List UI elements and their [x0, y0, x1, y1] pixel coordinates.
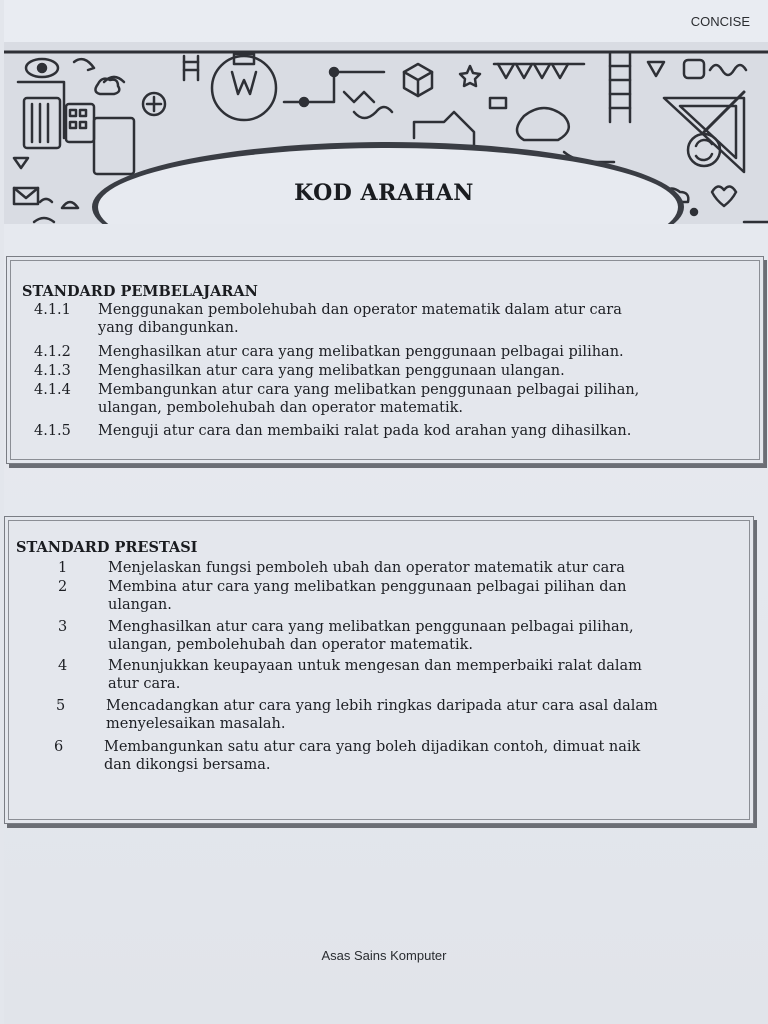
item-line: Membangunkan atur cara yang melibatkan penggunaan pelbagai pilihan, [98, 382, 640, 398]
item-text [104, 738, 640, 774]
item-line: Mencadangkan atur cara yang lebih ringkas daripada atur cara asal dalam [106, 698, 658, 714]
page-title: KOD ARAHAN [294, 180, 474, 206]
item-number: 4 [58, 658, 68, 674]
item-number: 3 [58, 619, 68, 635]
item-text [108, 657, 642, 693]
item-text [98, 381, 639, 417]
item-line: atur cara. [108, 676, 181, 692]
standard-pembelajaran-heading: STANDARD PEMBELAJARAN [22, 283, 258, 300]
item-number: 4.1.1 [34, 302, 71, 318]
item-line: ulangan. [108, 597, 172, 613]
item-number: 4.1.5 [34, 423, 71, 439]
item-text [108, 578, 626, 614]
item-line: Menunjukkan keupayaan untuk mengesan dan memperbaiki ralat dalam [108, 658, 642, 674]
item-line: Membina atur cara yang melibatkan penggunaan pelbagai pilihan dan [108, 579, 627, 595]
item-text [108, 618, 634, 654]
item-line: Membangunkan satu atur cara yang boleh dijadikan contoh, dimuat naik [104, 739, 641, 755]
lightbulb-icon [212, 56, 276, 120]
item-text: Menghasilkan atur cara yang melibatkan penggunaan pelbagai pilihan. [98, 344, 624, 360]
item-number: 5 [56, 698, 66, 714]
item-number: 4.1.4 [34, 382, 71, 398]
item-line: ulangan, pembolehubah dan operator matematik. [108, 637, 474, 653]
item-line: Menggunakan pembolehubah dan operator matematik dalam atur cara [98, 302, 622, 318]
footer-text: Asas Sains Komputer [321, 948, 447, 963]
item-line: yang dibangunkan. [98, 320, 239, 336]
item-text: Menghasilkan atur cara yang melibatkan penggunaan ulangan. [98, 363, 565, 379]
item-number: 6 [54, 739, 64, 755]
item-line: menyelesaikan masalah. [106, 716, 286, 732]
standard-prestasi-heading: STANDARD PRESTASI [16, 539, 198, 556]
item-text: Menguji atur cara dan membaiki ralat pada kod arahan yang dihasilkan. [98, 423, 632, 439]
item-number: 2 [58, 579, 68, 595]
item-text [106, 697, 658, 733]
item-line: ulangan, pembolehubah dan operator matematik. [98, 400, 464, 416]
item-line: Menghasilkan atur cara yang melibatkan penggunaan pelbagai pilihan, [108, 619, 634, 635]
item-text [98, 301, 622, 337]
item-line: dan dikongsi bersama. [104, 757, 271, 773]
star-icon [460, 66, 480, 86]
item-number: 4.1.2 [34, 344, 71, 360]
item-number: 1 [58, 560, 68, 576]
item-number: 4.1.3 [34, 363, 71, 379]
corner-label: CONCISE [690, 14, 750, 29]
item-text: Menjelaskan fungsi pemboleh ubah dan operator matematik atur cara [108, 560, 625, 576]
